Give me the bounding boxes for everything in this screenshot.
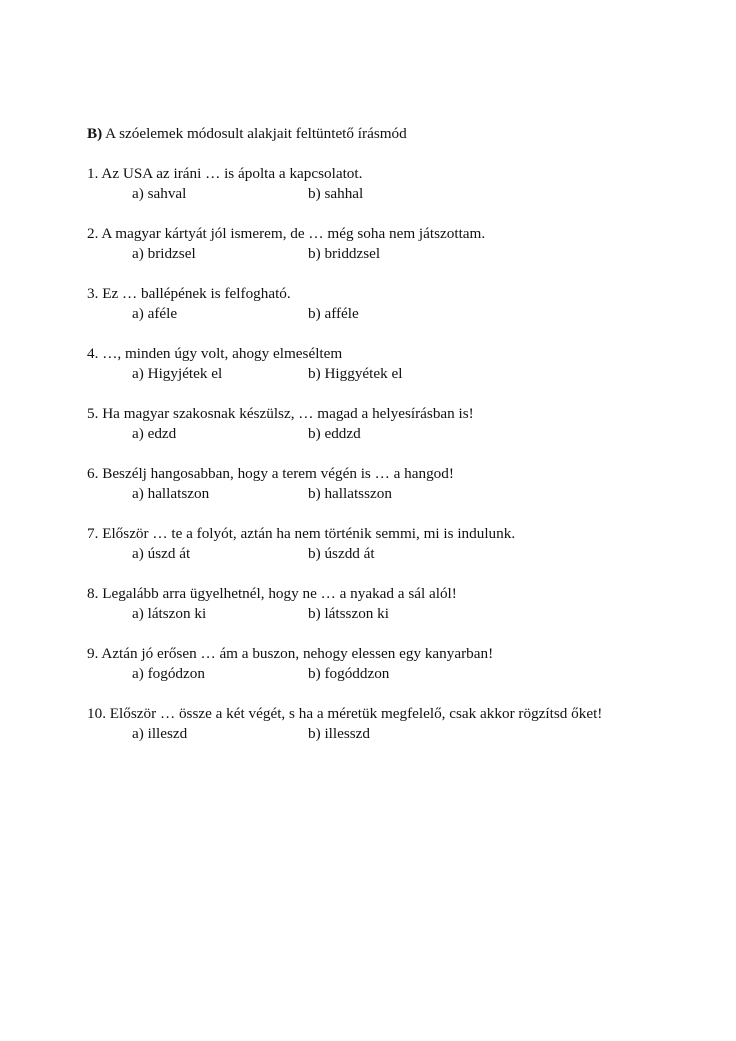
option-a: a) látszon ki [132, 605, 207, 622]
option-b: b) sahhal [308, 185, 364, 202]
answer-options [87, 484, 687, 504]
question-3 [87, 284, 687, 324]
question-text: 2. A magyar kártyát jól ismerem, de … még soha nem játszottam. [87, 225, 486, 242]
option-a: a) fogódzon [132, 665, 205, 682]
option-b: b) látsszon ki [308, 605, 389, 622]
question-text: 8. Legalább arra ügyelhetnél, hogy ne … a nyakad a sál alól! [87, 585, 457, 602]
option-a: a) sahval [132, 185, 187, 202]
answer-options [87, 544, 687, 564]
answer-options [87, 724, 687, 744]
question-2 [87, 224, 687, 264]
option-b: b) úszdd át [308, 545, 375, 562]
option-a: a) aféle [132, 305, 178, 322]
answer-options [87, 604, 687, 624]
answer-options [87, 184, 687, 204]
option-b: b) fogóddzon [308, 665, 390, 682]
option-a: a) úszd át [132, 545, 191, 562]
option-a: a) bridzsel [132, 245, 196, 262]
option-a: a) edzd [132, 425, 177, 442]
option-a: a) illeszd [132, 725, 188, 742]
question-7 [87, 524, 687, 564]
question-text: 3. Ez … ballépének is felfogható. [87, 285, 291, 302]
question-4 [87, 344, 687, 384]
question-10 [87, 704, 687, 744]
worksheet [87, 124, 687, 764]
section-title-text: A szóelemek módosult alakjait feltüntető írásmód [105, 125, 407, 142]
question-6 [87, 464, 687, 504]
answer-options [87, 664, 687, 684]
question-text: 9. Aztán jó erősen … ám a buszon, nehogy elessen egy kanyarban! [87, 645, 494, 662]
question-9 [87, 644, 687, 684]
question-text: 6. Beszélj hangosabban, hogy a terem végén is … a hangod! [87, 465, 454, 482]
question-1 [87, 164, 687, 204]
option-b: b) briddzsel [308, 245, 381, 262]
question-text: 7. Először … te a folyót, aztán ha nem történik semmi, mi is indulunk. [87, 525, 516, 542]
answer-options [87, 364, 687, 384]
question-text: 4. …, minden úgy volt, ahogy elmeséltem [87, 345, 343, 362]
answer-options [87, 304, 687, 324]
section-title [87, 124, 687, 144]
question-text: 10. Először … össze a két végét, s ha a méretük megfelelő, csak akkor rögzítsd őket! [87, 705, 603, 722]
answer-options [87, 244, 687, 264]
question-8 [87, 584, 687, 624]
option-b: b) illesszd [308, 725, 371, 742]
answer-options [87, 424, 687, 444]
option-b: b) eddzd [308, 425, 361, 442]
option-b: b) Higgyétek el [308, 365, 403, 382]
question-text: 5. Ha magyar szakosnak készülsz, … magad a helyesírásban is! [87, 405, 474, 422]
question-text: 1. Az USA az iráni … is ápolta a kapcsolatot. [87, 165, 363, 182]
section-letter: B) [87, 125, 103, 142]
option-b: b) afféle [308, 305, 359, 322]
option-b: b) hallatsszon [308, 485, 392, 502]
option-a: a) hallatszon [132, 485, 210, 502]
option-a: a) Higyjétek el [132, 365, 223, 382]
question-5 [87, 404, 687, 444]
